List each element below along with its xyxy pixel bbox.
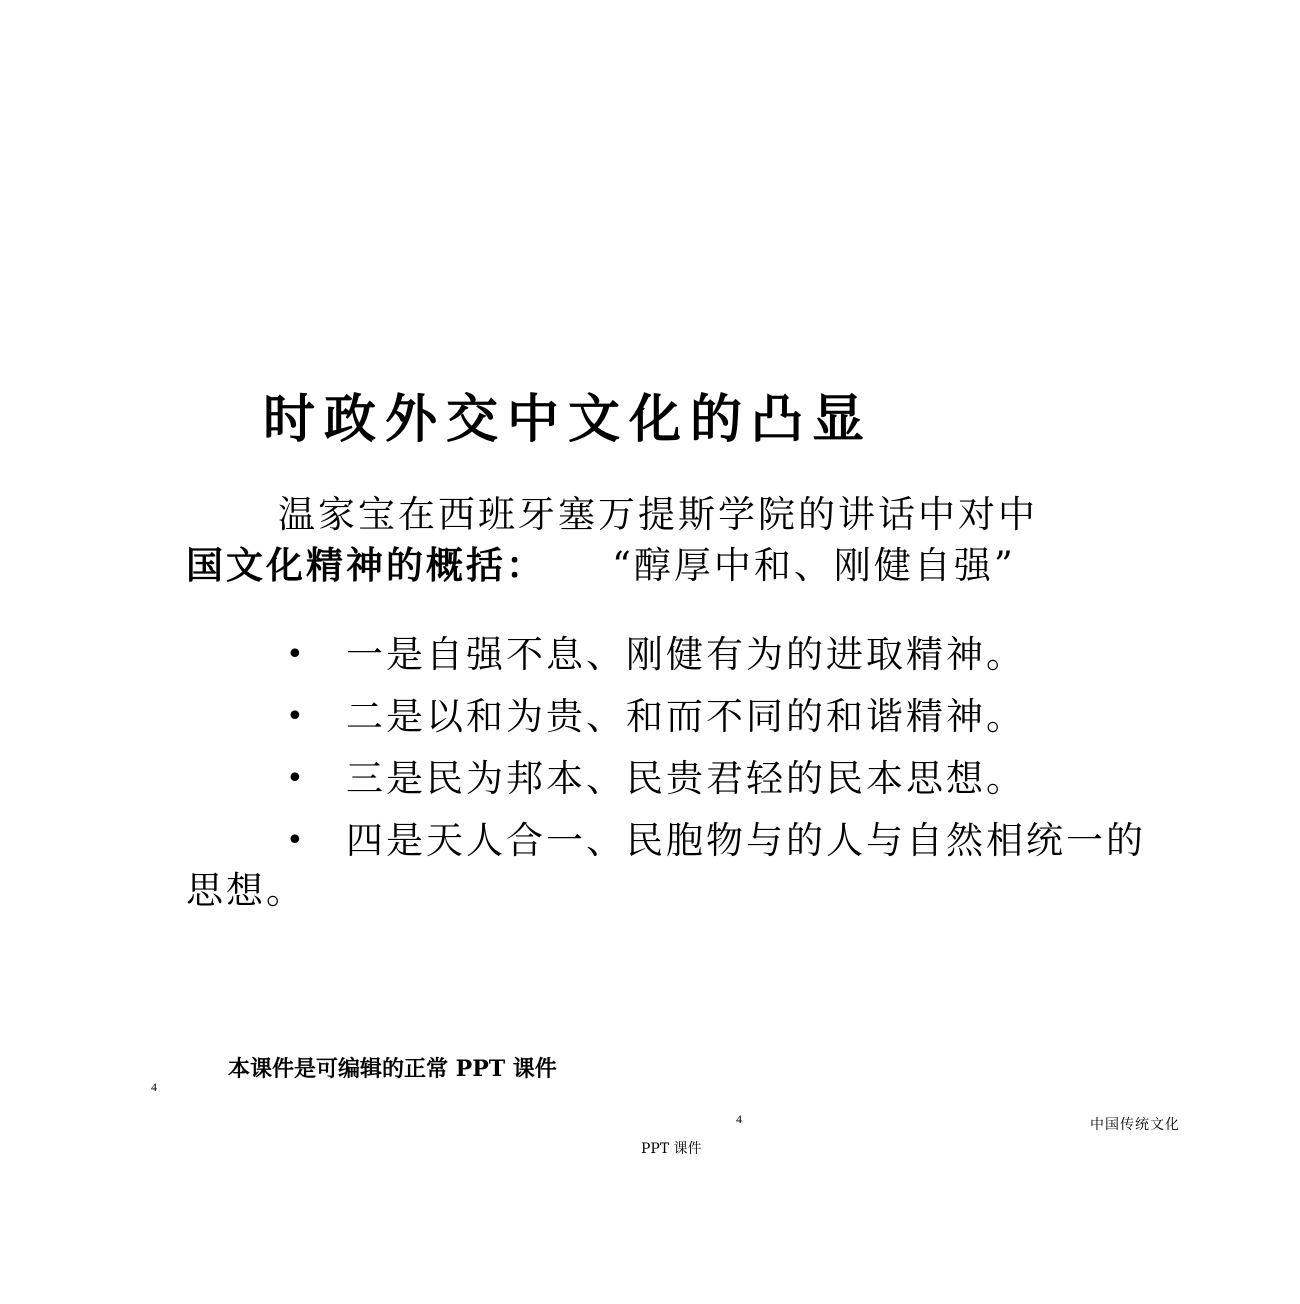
intro-quote: “醇厚中和、刚健自强” [612,544,1016,587]
bullet-text: 二是以和为贵、和而不同的和谐精神。 [346,695,1026,738]
footer-doc-type: PPT 课件 [641,1141,702,1157]
editable-note: 本课件是可编辑的正常 PPT 课件 [228,1056,557,1082]
footer-doc-title: 中国传统文化 [1090,1117,1180,1133]
bullet-icon: • [286,637,307,672]
list-item [186,626,1196,688]
slide-title: 时政外交中文化的凸显 [263,389,874,450]
intro-line-1: 温家宝在西班牙塞万提斯学院的讲话中对中 [278,493,1038,536]
intro-paragraph [186,490,1186,591]
bullet-text: 四是天人合一、民胞物与的人与自然相统一的 [346,819,1146,862]
page-number-left: 4 [151,1080,157,1094]
page-number-center: 4 [736,1112,742,1126]
bullet-text-continuation: 思想。 [186,869,306,912]
bullet-list [186,626,1196,916]
list-item [186,688,1196,750]
intro-line-2 [186,540,1186,591]
list-item [186,816,1196,916]
bullet-text: 一是自强不息、刚健有为的进取精神。 [346,633,1026,676]
bullet-text: 三是民为邦本、民贵君轻的民本思想。 [346,757,1026,800]
bullet-icon: • [286,761,307,796]
list-item [186,750,1196,812]
bullet-icon: • [286,823,307,858]
bullet-icon: • [286,699,307,734]
intro-bold-label: 国文化精神的概括： [186,543,546,587]
